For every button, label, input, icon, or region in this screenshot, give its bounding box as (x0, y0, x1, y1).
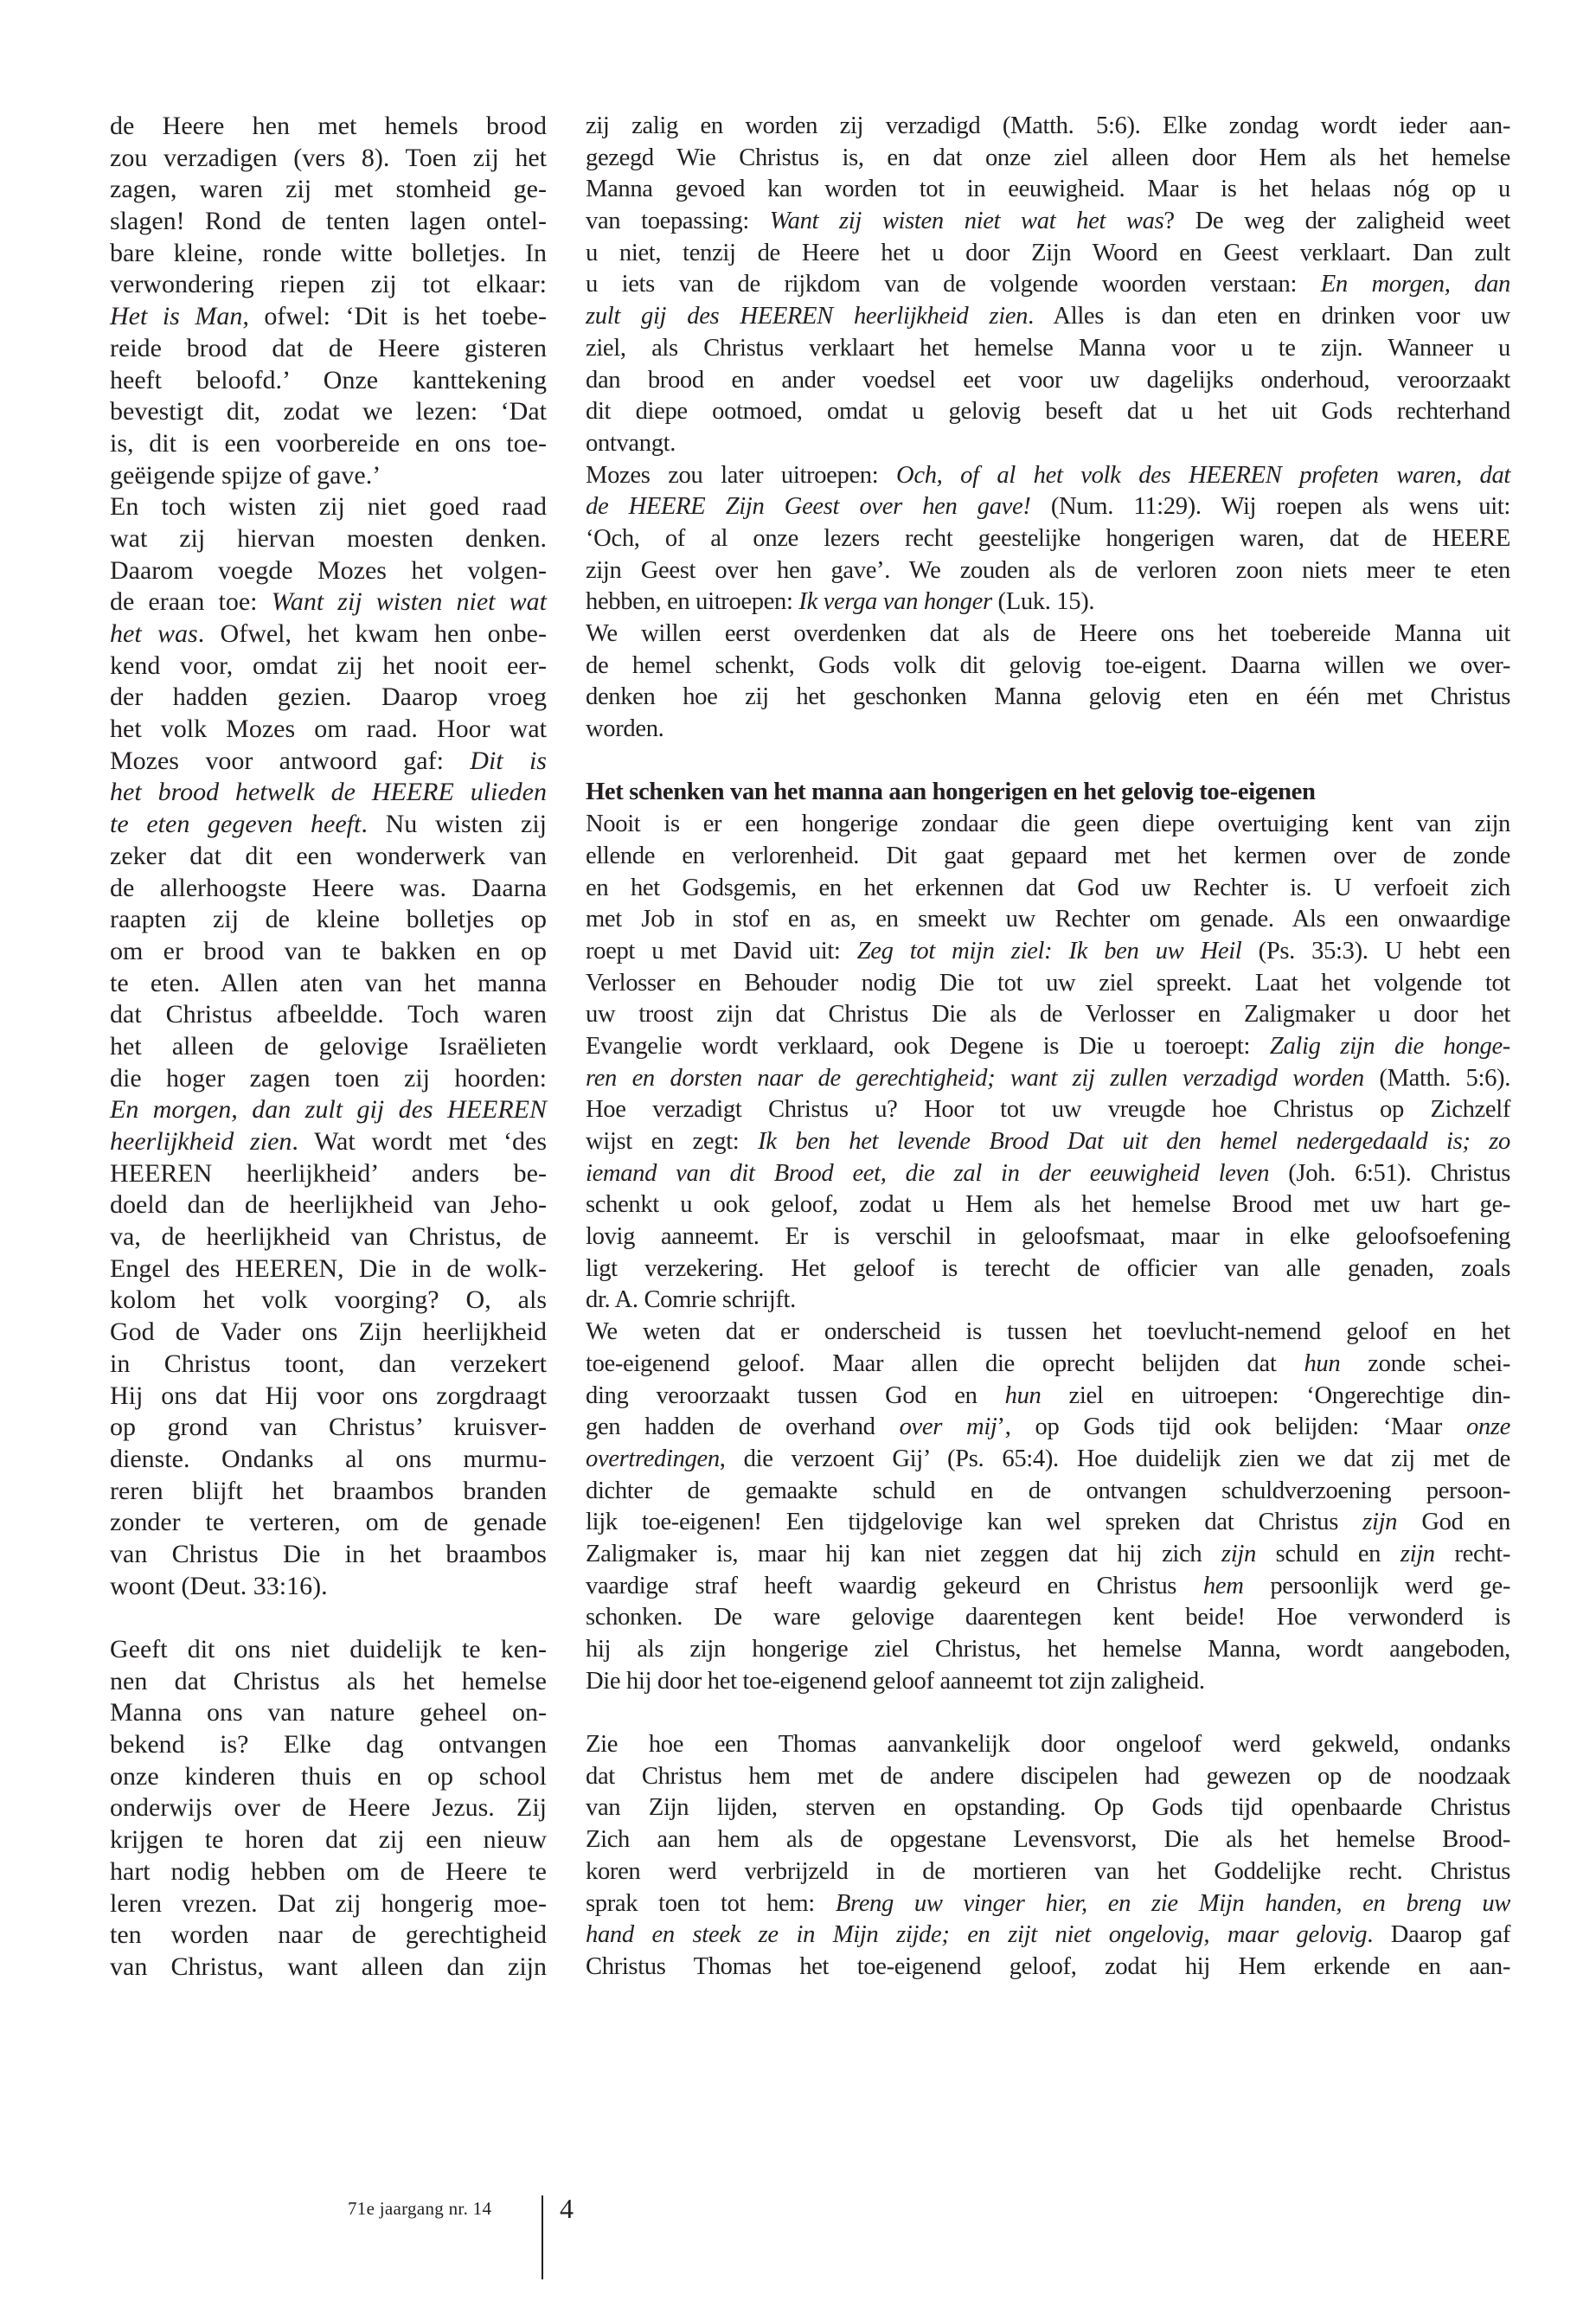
text-run: hebben, en uitroepen: (586, 588, 799, 616)
text-line (110, 586, 547, 619)
text-run: , die verzoent Gij’ (Ps. 65:4). Hoe duidelijk zien we dat zij met de (719, 1445, 1510, 1472)
text-line (110, 651, 547, 683)
italic-quote: zijn (1221, 1540, 1256, 1567)
text-line (586, 682, 1510, 714)
text-line (586, 651, 1510, 683)
text-run: gen hadden de overhand (586, 1413, 900, 1441)
italic-quote: Zeg tot mijn ziel: Ik ben uw Heil (856, 937, 1242, 965)
text-line (586, 428, 1510, 460)
italic-quote: Breng uw vinger hier, en zie Mijn handen, en breng uw (835, 1889, 1510, 1917)
text-run: va, de heerlijkheid van Christus, de (110, 1222, 547, 1252)
text-line (110, 238, 547, 270)
text-run: ellende en verlorenheid. Dit gaat gepaard met het kermen over de zonde (586, 842, 1510, 869)
text-line (110, 873, 547, 905)
text-run: HEEREN heerlijkheid’ anders be- (110, 1158, 547, 1188)
text-line (586, 1729, 1510, 1761)
text-run: kend voor, omdat zij het nooit eer- (110, 651, 547, 680)
text-line (110, 1158, 547, 1190)
text-line (586, 1031, 1510, 1063)
text-line (586, 491, 1510, 523)
text-line (586, 1444, 1510, 1476)
text-run: . Ofwel, het kwam hen onbe- (197, 619, 547, 648)
italic-quote: over mij (899, 1413, 997, 1441)
text-run: te eten. Allen aten van het manna (110, 968, 547, 997)
text-run: dit diepe ootmoed, omdat u gelovig beseft dat u het uit Gods rechterhand (586, 398, 1510, 426)
text-line (586, 619, 1510, 651)
italic-quote: hem (1202, 1572, 1244, 1599)
text-line (110, 1666, 547, 1698)
text-line (110, 1729, 547, 1761)
text-line (586, 365, 1510, 397)
text-run: ding veroorzaakt tussen God en (586, 1381, 1005, 1409)
text-run: bevestigt dit, zodat we lezen: ‘Dat (110, 397, 547, 426)
italic-quote: hand en steek ze in Mijn zijde; en zijt niet ongelovig, maar gelovig (586, 1921, 1368, 1949)
text-line (110, 174, 547, 206)
text-run: Zich aan hem als de opgestane Levensvorst, Die als het hemelse Brood- (586, 1826, 1510, 1854)
text-run: en het Godsgemis, en het erkennen dat God uw Rechter is. U verfoeit zich (586, 874, 1510, 901)
text-line (586, 809, 1510, 841)
text-line (586, 555, 1510, 587)
text-run: reren blijft het braambos branden (110, 1476, 547, 1505)
italic-quote: heerlijkheid zien (110, 1127, 292, 1156)
text-line (586, 873, 1510, 905)
text-line (110, 1476, 547, 1508)
text-run: zonde schei- (1340, 1349, 1511, 1377)
text-run: (Luk. 15). (991, 588, 1095, 616)
text-run: krijgen te horen dat zij een nieuw (110, 1825, 547, 1855)
text-run: Mozes voor antwoord gaf: (110, 746, 471, 775)
text-line (110, 269, 547, 301)
text-run: ontvangt. (586, 429, 676, 457)
text-line (586, 1094, 1510, 1126)
text-line (586, 333, 1510, 365)
text-run: die hoger zagen toen zij hoorden: (110, 1063, 547, 1093)
text-line (110, 1031, 547, 1063)
paragraph-gap (586, 1697, 1510, 1729)
text-run: ligt verzekering. Het geloof is terecht de officier van alle genaden, zoals (586, 1254, 1510, 1282)
text-run: Zaligmaker is, maar hij kan niet zeggen dat hij zich (586, 1540, 1221, 1567)
text-run: van Christus, want alleen dan zijn (110, 1952, 547, 1981)
italic-quote: zijn (1400, 1540, 1435, 1567)
text-run: ‘Och, of al onze lezers recht geestelijke hongerigen waren, dat de HEERE (586, 524, 1510, 552)
text-run: woont (Deut. 33:16). (110, 1571, 328, 1600)
text-run: reide brood dat de Heere gisteren (110, 333, 547, 362)
italic-quote: het brood hetwelk de HEERE ulieden (110, 778, 547, 807)
text-line (110, 1824, 547, 1856)
text-run: zij zalig en worden zij verzadigd (Matth. 5:6). Elke zondag wordt ieder aan- (586, 112, 1510, 139)
text-line (110, 333, 547, 365)
text-run: schonken. De ware gelovige daarentegen kent beide! Hoe verwonderd is (586, 1604, 1510, 1631)
right-column (586, 111, 1510, 1984)
text-run: Daarom voegde Mozes het volgen- (110, 555, 547, 585)
text-run: En toch wisten zij niet goed raad (110, 492, 547, 522)
italic-quote: En morgen, dan (1320, 271, 1511, 298)
italic-quote: Och, of al het volk des HEEREN profeten waren, dat (896, 461, 1510, 489)
text-run: bekend is? Elke dag ontvangen (110, 1730, 547, 1759)
text-line (110, 999, 547, 1031)
text-line (586, 1920, 1510, 1952)
italic-quote: zijn (1362, 1509, 1398, 1536)
text-run: . Wat wordt met ‘des (292, 1127, 547, 1156)
text-line (110, 1349, 547, 1381)
text-run: de Heere hen met hemels brood (110, 112, 547, 140)
italic-quote: het was (110, 619, 198, 648)
text-line (586, 1666, 1510, 1698)
text-line (586, 1126, 1510, 1158)
text-line (110, 1189, 547, 1221)
text-run: schuld en (1255, 1540, 1401, 1567)
text-line (110, 1285, 547, 1317)
text-line (110, 1094, 547, 1126)
text-run: Engel des HEEREN, Die in de wolk- (110, 1253, 547, 1283)
text-line (586, 111, 1510, 143)
italic-quote: ren en dorsten naar de gerechtigheid; want zij zullen verzadigd worden (586, 1064, 1364, 1092)
text-line (110, 1761, 547, 1793)
italic-quote: zult gij des HEEREN heerlijkheid zien (586, 303, 1029, 330)
text-run: Mozes zou later uitroepen: (586, 461, 897, 489)
text-line (110, 1126, 547, 1158)
text-run: heeft beloofd.’ Onze kanttekening (110, 365, 547, 394)
text-run: op grond van Christus’ kruisver- (110, 1413, 547, 1442)
text-line (586, 968, 1510, 1000)
text-line (586, 269, 1510, 301)
text-line (586, 1476, 1510, 1508)
text-run: We weten dat er onderscheid is tussen het toevlucht-nemend geloof en het (586, 1318, 1510, 1346)
text-run: zonder te verteren, om de genade (110, 1508, 547, 1537)
text-run: geëigende spijze of gave.’ (110, 460, 381, 490)
text-line (586, 999, 1510, 1031)
text-line (110, 1253, 547, 1285)
text-line (110, 1571, 547, 1603)
text-run: om er brood van te bakken en op (110, 936, 547, 965)
text-run: dichter de gemaakte schuld en de ontvangen schuldverzoening persoon- (586, 1477, 1510, 1504)
italic-quote: Want zij wisten niet wat (271, 587, 547, 617)
text-line (586, 1507, 1510, 1539)
text-line (110, 1412, 547, 1444)
text-run: ofwel: ‘Dit is het toebe- (248, 302, 547, 331)
text-run: lijk toe-eigenen! Een tijdgelovige kan wel spreken dat Christus (586, 1509, 1363, 1536)
text-line (586, 1634, 1510, 1666)
text-run: . Nu wisten zij (361, 810, 547, 839)
text-line (110, 936, 547, 968)
italic-quote: Ik ben het levende Brood Dat uit den hemel nedergedaald is; zo (758, 1128, 1510, 1155)
text-run: van Christus Die in het braambos (110, 1539, 547, 1568)
text-line (110, 904, 547, 936)
text-run: Evangelie wordt verklaard, ook Degene is Die u toeroept: (586, 1032, 1270, 1060)
text-run: der hadden gezien. Daarop vroeg (110, 683, 547, 712)
text-line (586, 1952, 1510, 1984)
text-run: doeld dan de heerlijkheid van Jeho- (110, 1190, 547, 1220)
text-run: Manna gevoed kan worden tot in eeuwigheid. Maar is het helaas nóg op u (586, 176, 1510, 203)
text-line (586, 396, 1510, 428)
text-run: het alleen de gelovige Israëlieten (110, 1031, 547, 1061)
text-line (110, 523, 547, 555)
text-run: Hij ons dat Hij voor ons zorgdraagt (110, 1381, 547, 1410)
text-line (110, 428, 547, 460)
text-line (110, 1888, 547, 1920)
text-run: We willen eerst overdenken dat als de Heere ons het toebereide Manna uit (586, 620, 1510, 647)
text-run: onze kinderen thuis en op school (110, 1761, 547, 1791)
text-run: u iets van de rijkdom van de volgende woorden verstaan: (586, 271, 1321, 298)
text-line (586, 206, 1510, 238)
italic-quote: de HEERE Zijn Geest over hen gave! (586, 493, 1031, 521)
text-line (586, 1888, 1510, 1920)
text-line (110, 396, 547, 428)
text-run: (Joh. 6:51). Christus (1269, 1159, 1510, 1187)
text-line (586, 1571, 1510, 1603)
text-line (586, 1602, 1510, 1634)
text-run: slagen! Rond de tenten lagen ontel- (110, 207, 547, 236)
text-line (110, 841, 547, 873)
italic-quote: te eten gegeven heeft (110, 810, 362, 839)
italic-quote: Dit is (470, 746, 547, 775)
text-run: denken hoe zij het geschonken Manna gelovig eten en één met Christus (586, 683, 1510, 711)
text-line (586, 1824, 1510, 1856)
text-line (110, 682, 547, 714)
text-run: zijn Geest over hen gave’. We zouden als de verloren zoon niets meer te eten (586, 556, 1510, 584)
text-run: wat zij hiervan moesten denken. (110, 523, 547, 553)
text-run: toe-eigenend geloof. Maar allen die oprecht belijden dat (586, 1349, 1304, 1377)
text-line (586, 936, 1510, 968)
italic-quote: hun (1004, 1381, 1042, 1409)
italic-quote: overtredingen (586, 1445, 720, 1472)
text-run: koren werd verbrijzeld in de mortieren van het Goddelijke recht. Christus (586, 1857, 1510, 1885)
text-run: onderwijs over de Heere Jezus. Zij (110, 1793, 547, 1823)
text-line (110, 365, 547, 397)
text-line (586, 1158, 1510, 1190)
text-run: dat Christus hem met de andere discipelen had gewezen op de noodzaak (586, 1762, 1510, 1790)
text-run: ? De weg der zaligheid weet (1163, 208, 1511, 235)
text-run: van Zijn lijden, sterven en opstanding. Op Gods tijd openbaarde Christus (586, 1794, 1510, 1822)
text-run: verwondering riepen zij tot elkaar: (110, 270, 547, 299)
italic-quote: iemand van dit Brood eet, die zal in der eeuwigheid leven (586, 1159, 1270, 1187)
text-run: de allerhoogste Heere was. Daarna (110, 873, 547, 902)
italic-quote: Want zij wisten niet wat het was (769, 208, 1164, 235)
text-run: recht- (1434, 1540, 1511, 1567)
text-line (586, 1761, 1510, 1793)
left-column (110, 111, 547, 1984)
text-line (110, 619, 547, 651)
text-line (586, 238, 1510, 270)
text-line (586, 301, 1510, 333)
text-line (110, 1317, 547, 1349)
text-line (110, 777, 547, 809)
text-line (586, 174, 1510, 206)
text-run: ziel en uitroepen: ‘Ongerechtige din- (1041, 1381, 1510, 1409)
text-line (110, 460, 547, 492)
text-line (586, 460, 1510, 492)
text-line (110, 1507, 547, 1539)
text-line (110, 1381, 547, 1413)
text-run: Manna ons van nature geheel on- (110, 1698, 547, 1727)
text-line (586, 1253, 1510, 1285)
text-run: raapten zij de kleine bolletjes op (110, 905, 547, 934)
text-run: vaardige straf heeft waardig gekeurd en Christus (586, 1572, 1203, 1599)
text-line (110, 1221, 547, 1253)
text-line (110, 809, 547, 841)
text-line (110, 491, 547, 523)
text-line (586, 523, 1510, 555)
text-run: wijst en zegt: (586, 1128, 759, 1155)
text-run: lovig aanneemt. Er is verschil in geloofsmaat, maar in elke geloofsoefening (586, 1223, 1510, 1251)
text-run: uw troost zijn dat Christus Die als de Verlosser en Zaligmaker u door het (586, 1001, 1510, 1029)
text-run: hart nodig hebben om de Heere te (110, 1856, 547, 1886)
text-run: (Num. 11:29). Wij roepen als wens uit: (1030, 493, 1511, 521)
text-run: Geeft dit ons niet duidelijk te ken- (110, 1635, 547, 1663)
text-run: sprak toen tot hem: (586, 1889, 836, 1917)
text-run: het volk Mozes om raad. Hoor wat (110, 715, 547, 744)
text-run: van toepassing: (586, 208, 770, 235)
text-line (586, 904, 1510, 936)
text-run: persoonlijk werd ge- (1243, 1572, 1510, 1599)
text-line (110, 301, 547, 333)
italic-quote: onze (1465, 1413, 1510, 1441)
text-line (586, 1317, 1510, 1349)
text-line (586, 143, 1510, 175)
text-run: u niet, tenzij de Heere het u door Zijn Woord en Geest verklaart. Dan zult (586, 239, 1510, 266)
text-run: is, dit is een voorbereide en ons toe- (110, 428, 547, 458)
footer-issue-label: 71e jaargang nr. 14 (348, 2198, 492, 2219)
text-line (110, 1920, 547, 1952)
text-line (586, 1349, 1510, 1381)
text-run: God de Vader ons Zijn heerlijkheid (110, 1317, 547, 1347)
text-run: roept u met David uit: (586, 937, 857, 965)
text-line (110, 1444, 547, 1476)
italic-quote: En morgen, dan zult gij des HEEREN (110, 1095, 547, 1125)
text-line (110, 746, 547, 778)
italic-quote: Zalig zijn die honge- (1269, 1032, 1510, 1060)
text-run: Hoe verzadigt Christus u? Hoor tot uw vreugde hoe Christus op Zichzelf (586, 1096, 1510, 1124)
text-run: dan brood en ander voedsel eet voor uw dagelijks onderhoud, veroorzaakt (586, 366, 1510, 394)
page-number: 4 (560, 2193, 574, 2224)
paragraph-gap (110, 1602, 547, 1634)
text-line (586, 714, 1510, 746)
text-run: Verlosser en Behouder nodig Die tot uw ziel spreekt. Laat het volgende tot (586, 969, 1510, 997)
text-line (110, 206, 547, 238)
text-line (586, 1189, 1510, 1221)
text-run: ten worden naar de gerechtigheid (110, 1920, 547, 1950)
text-line (586, 841, 1510, 873)
text-run: (Ps. 35:3). U hebt een (1241, 937, 1510, 965)
text-line (586, 1221, 1510, 1253)
italic-quote: Het is Man, (110, 302, 249, 331)
text-line (110, 555, 547, 587)
text-line (110, 1792, 547, 1824)
text-run: leren vrezen. Dat zij hongerig moe- (110, 1888, 547, 1918)
text-line (110, 1697, 547, 1729)
text-line (110, 143, 547, 175)
text-run: . Alles is dan eten en drinken voor uw (1028, 303, 1510, 330)
text-run: nen dat Christus als het hemelse (110, 1666, 547, 1695)
text-line (110, 1063, 547, 1095)
text-run: Zie hoe een Thomas aanvankelijk door ongeloof werd gekweld, ondanks (586, 1731, 1510, 1759)
text-run: ’, op Gods tijd ook belijden: ‘Maar (997, 1413, 1466, 1441)
text-run: zou verzadigen (vers 8). Toen zij het (110, 143, 547, 172)
footer-divider (542, 2195, 543, 2279)
text-line (110, 1856, 547, 1888)
text-run: de eraan toe: (110, 587, 272, 617)
italic-quote: Ik verga van honger (798, 588, 992, 616)
text-line (586, 1381, 1510, 1413)
text-line (586, 1285, 1510, 1317)
text-line (586, 1539, 1510, 1571)
text-run: (Matth. 5:6). (1363, 1064, 1511, 1092)
text-run: Die hij door het toe-eigenend geloof aanneemt tot zijn zaligheid. (586, 1667, 1205, 1695)
text-run: de hemel schenkt, Gods volk dit gelovig toe-eigent. Daarna willen we over- (586, 651, 1510, 679)
text-run: Nooit is er een hongerige zondaar die geen diepe overtuiging kent van zijn (586, 811, 1510, 838)
text-run: Christus Thomas het toe-eigenend geloof, zodat hij Hem erkende en aan- (586, 1952, 1510, 1980)
section-heading: Het schenken van het manna aan hongerigen en het gelovig toe-eigenen (586, 779, 1316, 806)
text-run: dienste. Ondanks al ons murmu- (110, 1444, 547, 1473)
text-line (110, 968, 547, 1000)
text-line (586, 586, 1510, 619)
text-run: dat Christus afbeeldde. Toch waren (110, 1000, 547, 1029)
text-run: zeker dat dit een wonderwerk van (110, 841, 547, 870)
text-line (110, 1539, 547, 1571)
text-run: gezegd Wie Christus is, en dat onze ziel alleen door Hem als het hemelse (586, 144, 1510, 171)
text-run: worden. (586, 715, 664, 743)
text-run: . Daarop gaf (1367, 1921, 1511, 1949)
italic-quote: hun (1304, 1349, 1341, 1377)
text-run: kolom het volk voorging? O, als (110, 1285, 547, 1315)
text-run: zagen, waren zij met stomheid ge- (110, 175, 547, 204)
paragraph-gap (586, 746, 1510, 778)
text-line (110, 111, 547, 143)
text-line (586, 1792, 1510, 1824)
text-line (586, 1063, 1510, 1095)
text-run: in Christus toont, dan verzekert (110, 1349, 547, 1378)
text-run: dr. A. Comrie schrijft. (586, 1286, 796, 1314)
text-run: schenkt u ook geloof, zodat u Hem als het hemelse Brood met uw hart ge- (586, 1191, 1510, 1219)
text-line (586, 1412, 1510, 1444)
text-run: God en (1397, 1509, 1510, 1536)
text-run: bare kleine, ronde witte bolletjes. In (110, 238, 547, 267)
text-run: met Job in stof en as, en smeekt uw Rechter om genade. Als een onwaardige (586, 906, 1510, 933)
text-line (110, 714, 547, 746)
text-run: hij als zijn hongerige ziel Christus, het hemelse Manna, wordt aangeboden, (586, 1636, 1510, 1663)
text-run: ziel, als Christus verklaart het hemelse Manna voor u te zijn. Wanneer u (586, 334, 1510, 362)
text-line (110, 1952, 547, 1984)
text-line (110, 1634, 547, 1666)
text-line (586, 1856, 1510, 1888)
